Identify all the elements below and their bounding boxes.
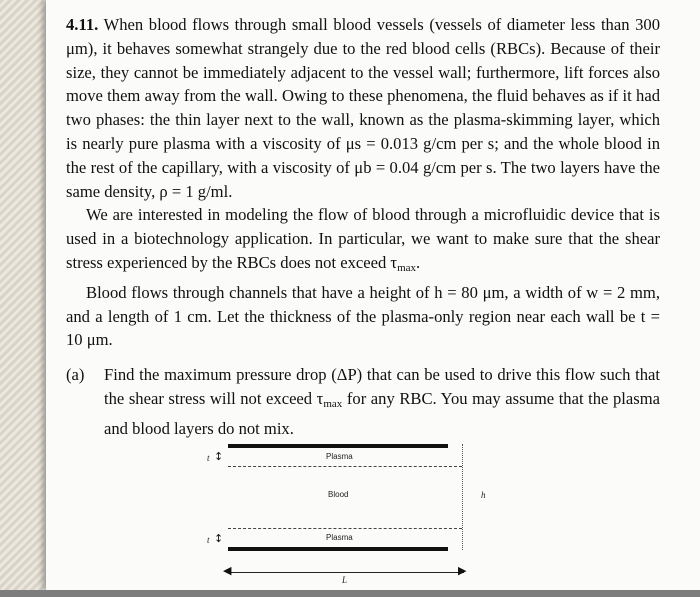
plasma-top-label: Plasma (326, 452, 353, 461)
top-plasma-boundary (228, 466, 462, 467)
thickness-symbol-top: t (207, 453, 210, 463)
blood-label: Blood (328, 490, 349, 499)
length-arrow-right-icon: ▶ (458, 564, 467, 577)
length-arrow-left-icon: ◀ (223, 564, 232, 577)
plasma-bottom-label: Plasma (326, 533, 353, 542)
thickness-symbol-bottom: t (207, 535, 210, 545)
top-wall (228, 444, 448, 448)
height-symbol: h (481, 490, 486, 500)
paragraph-intro (66, 13, 660, 203)
paragraph-intro-text: When blood flows through small blood vessels (vessels of diameter less than 300 μm), it behaves somewhat strangely due to the red blood cells (RBCs). Because of their size, they cannot be immediately adjacent to the vessel wall; furthermore, lift forces also move them away from the wall. Owing to these phenomena, the fluid behaves as if it had two phases: the thin layer next to the wall, known as the plasma-skimming layer, which is nearly pure plasma with a viscosity of μs = 0.013 g/cm per s; and the whole blood in the rest of the capillary, with a viscosity of μb = 0.04 g/cm per s. The two layers have the same density, ρ = 1 g/ml. (66, 15, 660, 201)
paragraph-objective: We are interested in modeling the flow of blood through a microfluidic device that is used in a biotechnology application. In particular, we want to make sure that the shear stress experienced by the RBCs does not exceed $\tau_{max}$. (66, 205, 660, 274)
part-a: (a) Find the maximum pressure drop (ΔP) that can be used to drive this flow such that the shear stress will not exceed $\tau_{max}$ for any RBC. You may assume that the plasma and blood layers do not mix. (66, 365, 660, 438)
channel-diagram (206, 440, 506, 585)
thickness-arrow-top-icon: ↕ (214, 450, 224, 463)
height-dimension-line (462, 444, 463, 550)
paragraph-geometry: Blood flows through channels that have a height of h = 80 μm, a width of w = 2 mm, and a length of 1 cm. Let the thickness of the plasma-only region near each wall be t = 10 μm. (66, 282, 660, 350)
bottom-plasma-boundary (228, 528, 462, 529)
thickness-arrow-bottom-icon: ↕ (214, 532, 224, 545)
problem-text (66, 13, 660, 441)
part-a-label: (a) (66, 365, 85, 385)
bottom-band (0, 590, 700, 597)
bottom-wall (228, 547, 448, 551)
length-arrow (228, 572, 464, 573)
textbook-page (46, 0, 700, 590)
problem-number: 4.11. (66, 15, 99, 34)
background-strip (0, 0, 44, 590)
length-symbol: L (342, 575, 348, 585)
